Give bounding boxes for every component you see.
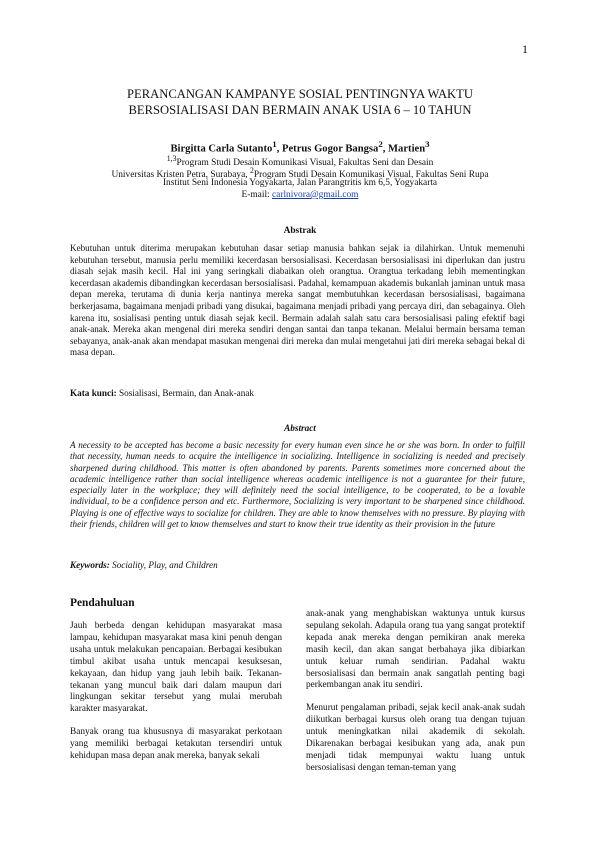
email-label: E-mail: <box>241 190 272 200</box>
affiliation-text-2a: Universitas Kristen Petra, Surabaya, <box>111 170 250 181</box>
kata-kunci-label: Kata kunci: <box>70 388 117 398</box>
affiliation-text-1: Program Studi Desain Komunikasi Visual, Fakultas Seni dan Desain <box>176 158 434 169</box>
right-paragraph-1: anak-anak yang menghabiskan waktunya untuk kursus sepulang sekolah. Adapula orang tua yang sangat protektif kepada anak mereka dengan pemikiran anak mereka masih kecil, dan akan sangat berbahaya jika dibiarkan untuk keluar rumah sendirian. Padahal waktu bersosialisasi dan bermain anak sangatlah penting bagi perkembangan anak itu sendiri. <box>306 609 525 691</box>
affiliation-marker-2: 2 <box>249 166 254 175</box>
keywords-label: Keywords: <box>70 560 110 570</box>
right-column <box>306 609 525 786</box>
kata-kunci-line <box>70 388 525 398</box>
paper-title <box>70 86 530 118</box>
author-1-marker: 1 <box>272 139 277 149</box>
author-2: , Petrus Gogor Bangsa <box>276 143 379 155</box>
author-1: Birgitta Carla Sutanto <box>170 143 273 155</box>
author-3-marker: 3 <box>425 139 430 149</box>
section-heading-pendahuluan: Pendahuluan <box>70 597 135 609</box>
affiliation-marker-1: 1,3 <box>166 154 177 163</box>
keywords-line <box>70 560 525 570</box>
email-link[interactable]: carlnivora@gmail.com <box>272 190 359 200</box>
title-line-1: PERANCANGAN KAMPANYE SOSIAL PENTINGNYA WAKTU <box>127 87 473 101</box>
title-line-2: BERSOSIALISASI DAN BERMAIN ANAK USIA 6 – 10 TAHUN <box>128 103 472 117</box>
abstrak-body: Kebutuhan untuk diterima merupakan kebutuhan dasar setiap manusia bahkan sejak ia dilahirkan. Untuk memenuhi kebutuhan tersebut, manusia perlu memiliki kecerdasan bersosialisasi. Kecerdasan bersosialisasi ini diperlukan dan justru diasah sejak masih kecil. Hal ini yang seringkali diabaikan oleh orangtua. Orangtua terkadang lebih mementingkan kecerdasan akademis dibandingkan kecerdasan bersosialisasi. Padahal, kemampuan akademis bukanlah jaminan untuk masa depan mereka, terutama di dunia kerja nantinya mereka sangat membutuhkan kecerdasan bersosialisasi, bagaimana berkerjasama, bagaimana menjadi pribadi yang disukai, bagaimana menjadi pribadi yang percaya diri, dan sebagainya. Oleh karena itu, sosialisasi penting untuk diasah sejak kecil. Bermain adalah salah satu cara bersosialisasi paling efektif bagi anak-anak. Mereka akan mengenal diri mereka sendiri dengan santai dan tanpa tekanan. Melalui bermain bersama teman sebayanya, anak-anak akan mendapat masukan mengenai diri mereka dan mulai mengetahui jati diri mereka sebagai bekal di masa depan. <box>70 243 525 358</box>
abstract-heading: Abstract <box>284 423 316 433</box>
affiliation-text-2b: Program Studi Desain Komunikasi Visual, Fakultas Seni Rupa <box>253 170 489 181</box>
email-line <box>70 189 530 201</box>
abstrak-heading: Abstrak <box>283 226 317 236</box>
kata-kunci-values: Sosialisasi, Bermain, dan Anak-anak <box>116 388 254 398</box>
author-3: , Martien <box>382 143 426 155</box>
affiliation-line-3: Institut Seni Indonesia Yogyakarta, Jalan Parangtritis km 6,5, Yogyakarta <box>162 178 438 188</box>
left-paragraph-1: Jauh berbeda dengan kehidupan masyarakat masa lampau, kehidupan masyarakat masa kini penuh dengan usaha untuk melakukan pencapaian. Berbagai kesibukan timbul akibat usaha untuk mencapai kesuksesan, kekayaan, dan hidup yang jauh lebih baik. Tekanan-tekanan yang muncul baik dari dalam maupun dari lingkungan sekitar tersebut yang mulai merubah karakter masyarakat. <box>70 621 282 715</box>
author-2-marker: 2 <box>378 139 383 149</box>
keywords-values: Sociality, Play, and Children <box>109 560 218 570</box>
right-paragraph-2: Menurut pengalaman pribadi, sejak kecil anak-anak sudah diikutkan berbagai kursus oleh orang tua dengan tujuan untuk meningkatkan nilai akademik di sekolah. Dikarenakan berbagai kesibukan yang ada, anak pun menjadi tidak mempunyai waktu luang untuk bersosialisasi dengan teman-teman yang <box>306 703 525 773</box>
left-column <box>70 597 282 774</box>
left-paragraph-2: Banyak orang tua khususnya di masyarakat perkotaan yang memiliki berbagai ketakutan tersendiri untuk kehidupan masa depan anak mereka, banyak sekali <box>70 727 282 762</box>
page-number: 1 <box>522 42 528 56</box>
abstract-body: A necessity to be accepted has become a basic necessity for every human even since he or she was born. In order to fulfill that necessity, human needs to acquire the intelligence in socializing. Intelligence in socializing is needed and precisely sharpened during childhood. This matter is often abandoned by parents. Parents sometimes more concerned about the academic intelligence rather than social intelligence whereas academic intelligence is not a guarantee for their future, especially later in the workplace; they will definitely need the social intelligence, to be cooperated, to be a lovable individual, to be a confidence person and etc. Furthermore, Socializing is very important to be sharpened since childhood. Playing is one of effective ways to socialize for children. They are able to know themselves with no pressure. By playing with their friends, children will get to know themselves and start to know their true identity as their provision in the future <box>70 440 525 530</box>
